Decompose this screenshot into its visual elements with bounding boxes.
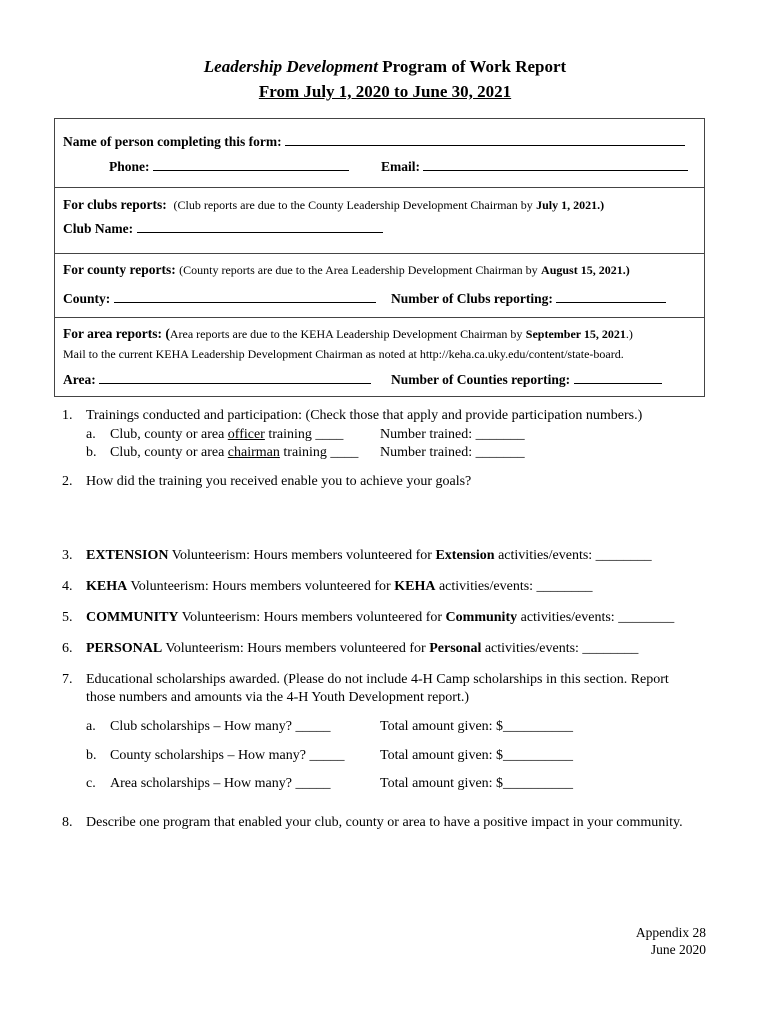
- question-6-mid: Volunteerism: Hours members volunteered for: [165, 641, 426, 656]
- question-1a-text-post[interactable]: training ____: [268, 427, 344, 442]
- area-due-date: September 15, 2021: [525, 327, 626, 341]
- question-4-bold1: KEHA: [86, 579, 128, 594]
- question-2-number: 2.: [62, 474, 73, 489]
- report-date-range: From July 1, 2020 to June 30, 2021: [258, 82, 512, 101]
- phone-row: [109, 158, 349, 175]
- county-due-date: August 15, 2021.): [541, 263, 630, 277]
- footer-appendix: Appendix 28: [635, 925, 706, 940]
- clubs-instructions: [63, 197, 604, 213]
- club-name-label: Club Name:: [63, 221, 134, 236]
- county-section: [55, 253, 704, 318]
- report-title: [0, 57, 770, 77]
- question-8-number: 8.: [62, 815, 73, 830]
- question-7a: [86, 719, 330, 735]
- county-field-label: County:: [63, 291, 111, 306]
- question-5-mid: Volunteerism: Hours members volunteered for: [181, 610, 443, 625]
- question-1-text: Trainings conducted and participation: (Check those that apply and provide participation numbers.): [86, 408, 643, 423]
- county-label: For county reports:: [63, 262, 176, 277]
- counties-reporting-row: [391, 371, 662, 388]
- clubs-section: [55, 187, 704, 254]
- question-8-text: Describe one program that enabled your club, county or area to have a positive impact in your community.: [86, 815, 683, 830]
- question-7a-total[interactable]: Total amount given: $__________: [380, 719, 574, 734]
- question-7c-text[interactable]: Area scholarships – How many? _____: [110, 776, 331, 791]
- title-suffix: Program of Work Report: [382, 57, 567, 76]
- question-1a-trained[interactable]: Number trained: _______: [380, 427, 525, 442]
- question-7b-text[interactable]: County scholarships – How many? _____: [110, 748, 345, 763]
- area-section: [55, 317, 704, 399]
- question-3-bold2: Extension: [435, 548, 495, 563]
- question-4-mid: Volunteerism: Hours members volunteered for: [130, 579, 391, 594]
- question-7b: [86, 748, 344, 764]
- phone-field[interactable]: [153, 158, 349, 171]
- question-3-bold1: EXTENSION: [86, 548, 169, 563]
- club-name-field[interactable]: [137, 220, 383, 233]
- question-1a-officer: officer: [227, 427, 265, 442]
- clubs-reporting-field[interactable]: [556, 290, 666, 303]
- question-1a: [86, 427, 343, 443]
- county-row: [63, 290, 376, 307]
- question-2-text: How did the training you received enable you to achieve your goals?: [86, 474, 472, 489]
- question-1b-chairman: chairman: [227, 445, 280, 460]
- question-7-number: 7.: [62, 672, 73, 687]
- clubs-reporting-row: [391, 290, 666, 307]
- question-1a-text-pre: Club, county or area: [110, 427, 225, 442]
- name-field[interactable]: [285, 133, 685, 146]
- counties-reporting-label: Number of Counties reporting:: [391, 372, 571, 387]
- question-7a-text[interactable]: Club scholarships – How many? _____: [110, 719, 331, 734]
- question-4: [62, 579, 593, 595]
- question-1: [62, 408, 642, 424]
- clubs-due-date: July 1, 2021.): [536, 198, 605, 212]
- reporter-info-box: [54, 118, 705, 397]
- question-7c: [86, 776, 330, 792]
- area-note: Area reports are due to the KEHA Leadership Development Chairman by: [169, 327, 523, 341]
- question-3-mid: Volunteerism: Hours members volunteered for: [171, 548, 432, 563]
- question-3-number: 3.: [62, 548, 73, 563]
- question-7-line2: those numbers and amounts via the 4-H Youth Development report.): [86, 690, 469, 705]
- question-6-bold2: Personal: [429, 641, 482, 656]
- question-3: [62, 548, 652, 564]
- footer-date: June 2020: [650, 942, 706, 957]
- question-1a-letter: a.: [86, 427, 96, 442]
- question-2: [62, 474, 471, 490]
- question-5-number: 5.: [62, 610, 73, 625]
- question-4-end[interactable]: activities/events: ________: [438, 579, 593, 594]
- question-7: [62, 672, 669, 688]
- area-instructions: [63, 326, 633, 342]
- area-note-close: .): [625, 327, 633, 341]
- question-1b: [86, 445, 358, 461]
- title-program-name: Leadership Development: [203, 57, 378, 76]
- question-8: [62, 815, 683, 831]
- question-1b-text-pre: Club, county or area: [110, 445, 225, 460]
- area-mail-note: Mail to the current KEHA Leadership Development Chairman as noted at http://keha.ca.uky.edu/content/state-board.: [63, 347, 624, 361]
- area-field-label: Area:: [63, 372, 96, 387]
- reporter-section: [55, 119, 704, 187]
- clubs-note: (Club reports are due to the County Leadership Development Chairman by: [173, 198, 533, 212]
- question-1b-letter: b.: [86, 445, 97, 460]
- area-row: [63, 371, 371, 388]
- question-7b-letter: b.: [86, 748, 97, 763]
- county-instructions: [63, 262, 630, 278]
- question-6-number: 6.: [62, 641, 73, 656]
- question-4-bold2: KEHA: [394, 579, 436, 594]
- county-note: (County reports are due to the Area Leadership Development Chairman by: [179, 263, 538, 277]
- area-label: For area reports:: [63, 326, 162, 341]
- question-5-bold1: COMMUNITY: [86, 610, 179, 625]
- question-5: [62, 610, 674, 626]
- counties-reporting-field[interactable]: [574, 371, 662, 384]
- area-note-open: (: [165, 326, 170, 341]
- area-field[interactable]: [99, 371, 371, 384]
- question-1-number: 1.: [62, 408, 73, 423]
- clubs-reporting-label: Number of Clubs reporting:: [391, 291, 553, 306]
- question-7-line1: Educational scholarships awarded. (Please do not include 4-H Camp scholarships in this section. Report: [86, 672, 669, 687]
- question-5-end[interactable]: activities/events: ________: [520, 610, 675, 625]
- question-7a-letter: a.: [86, 719, 96, 734]
- question-7c-letter: c.: [86, 776, 96, 791]
- clubs-label: For clubs reports:: [63, 197, 167, 212]
- question-7b-total[interactable]: Total amount given: $__________: [380, 748, 574, 763]
- question-7c-total[interactable]: Total amount given: $__________: [380, 776, 574, 791]
- name-label: Name of person completing this form:: [63, 134, 282, 149]
- question-4-number: 4.: [62, 579, 73, 594]
- phone-label: Phone:: [109, 159, 150, 174]
- club-name-row: [63, 220, 383, 237]
- question-6: [62, 641, 638, 657]
- question-5-bold2: Community: [445, 610, 518, 625]
- name-row: [63, 133, 685, 150]
- question-6-end[interactable]: activities/events: ________: [484, 641, 639, 656]
- question-6-bold1: PERSONAL: [86, 641, 163, 656]
- question-3-end[interactable]: activities/events: ________: [498, 548, 652, 563]
- county-field[interactable]: [114, 290, 376, 303]
- email-row: [381, 158, 688, 175]
- question-1b-trained[interactable]: Number trained: _______: [380, 445, 525, 460]
- email-label: Email:: [381, 159, 420, 174]
- email-field[interactable]: [423, 158, 688, 171]
- question-1b-text-post[interactable]: training ____: [283, 445, 359, 460]
